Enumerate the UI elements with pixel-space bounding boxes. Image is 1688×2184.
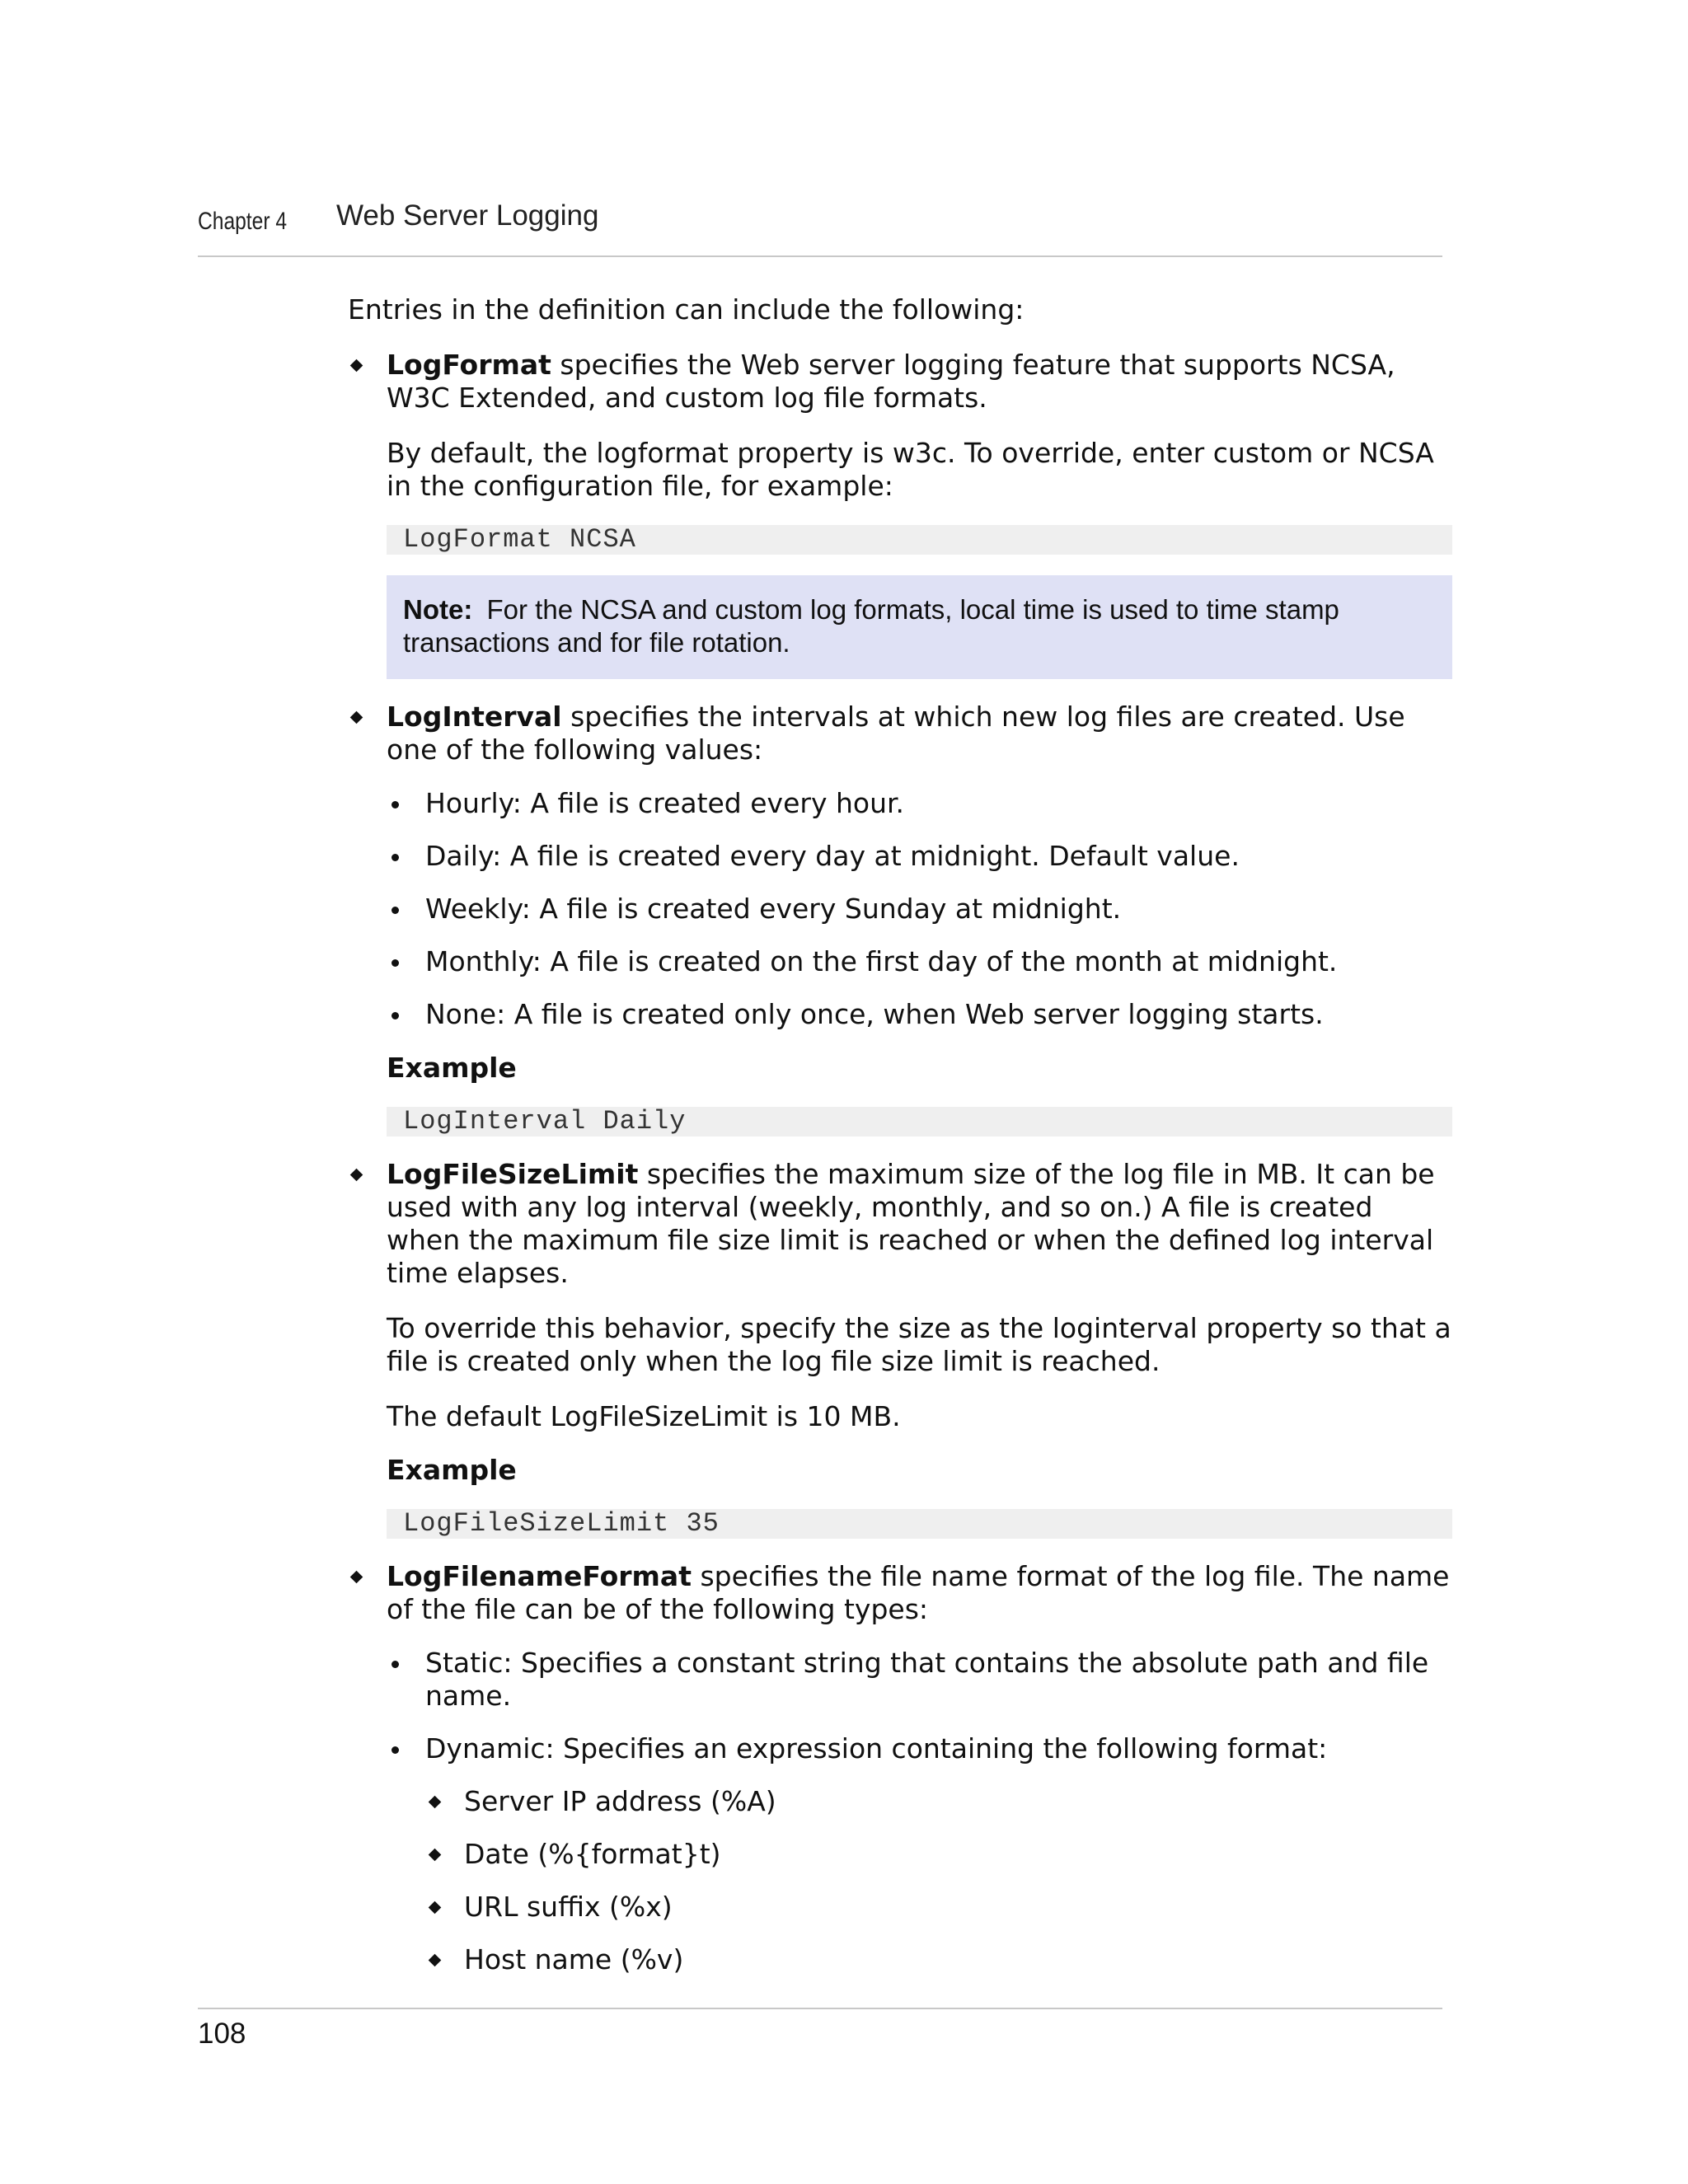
list-item <box>387 1647 1452 1713</box>
example-heading: Example <box>387 1052 517 1084</box>
list-item-text: None: A file is created only once, when Web server logging starts. <box>425 998 1324 1030</box>
page-number: 108 <box>198 2018 246 2050</box>
dot-bullet-icon <box>392 907 399 914</box>
chapter-label: Chapter 4 <box>198 208 288 235</box>
loginterval-values <box>387 787 1452 1031</box>
page-header <box>198 199 1442 241</box>
term-logformat: LogFormat <box>387 349 551 381</box>
diamond-bullet-icon <box>429 1796 442 1809</box>
list-item <box>425 1943 1452 1976</box>
diamond-bullet-icon <box>350 359 363 373</box>
dot-bullet-icon <box>392 1012 399 1019</box>
entry-logfilesizelimit <box>348 1158 1452 1539</box>
term-loginterval: LogInterval <box>387 701 562 733</box>
list-item-text: Weekly: A file is created every Sunday at midnight. <box>425 893 1122 925</box>
override-para: To override this behavior, specify the size as the loginterval property so that a file is created only when the log file size limit is reached. <box>387 1312 1451 1377</box>
filename-types <box>387 1647 1452 1976</box>
dot-bullet-icon <box>392 1661 399 1668</box>
list-item <box>387 945 1452 978</box>
list-item-text: Date (%{format}t) <box>464 1838 721 1870</box>
list-item <box>425 1838 1452 1871</box>
list-item-text: URL suffix (%x) <box>464 1891 673 1923</box>
list-item <box>387 893 1452 926</box>
dot-bullet-icon <box>392 854 399 861</box>
logformat-default-para: By default, the logformat property is w3c. To override, enter custom or NCSA in the configuration file, for example: <box>387 437 1434 502</box>
list-item <box>425 1785 1452 1818</box>
diamond-bullet-icon <box>429 1954 442 1967</box>
default-size-para: The default LogFileSizeLimit is 10 MB. <box>387 1400 901 1432</box>
intro-text: Entries in the definition can include the following: <box>348 293 1025 326</box>
term-logfilesizelimit: LogFileSizeLimit <box>387 1158 639 1190</box>
list-item-text: Hourly: A file is created every hour. <box>425 787 905 819</box>
diamond-bullet-icon <box>429 1901 442 1915</box>
desc-loginterval: specifies the intervals at which new log files are created. Use one of the following values: <box>387 701 1405 766</box>
entry-loginterval-text <box>387 701 1452 766</box>
entry-logfilenameformat <box>348 1560 1452 1976</box>
desc-logfilenameformat: specifies the file name format of the log file. The name of the file can be of the following types: <box>387 1560 1450 1625</box>
code-logfilesizelimit: LogFileSizeLimit 35 <box>387 1509 1452 1539</box>
code-logformat: LogFormat NCSA <box>387 525 1452 555</box>
footer-divider <box>198 2008 1442 2009</box>
list-item <box>387 787 1452 820</box>
dot-bullet-icon <box>392 1746 399 1754</box>
diamond-bullet-icon <box>429 1849 442 1862</box>
note-box <box>387 575 1452 679</box>
diamond-bullet-icon <box>350 711 363 724</box>
code-loginterval: LogInterval Daily <box>387 1107 1452 1137</box>
list-item-text: Static: Specifies a constant string that contains the absolute path and file name. <box>425 1647 1429 1712</box>
example-heading: Example <box>387 1454 517 1486</box>
term-logfilenameformat: LogFilenameFormat <box>387 1560 692 1592</box>
diamond-bullet-icon <box>350 1169 363 1182</box>
desc-logformat: specifies the Web server logging feature that supports NCSA, W3C Extended, and custom log file formats. <box>387 349 1395 414</box>
entry-logfilesizelimit-text <box>387 1158 1452 1290</box>
list-item <box>387 1732 1452 1765</box>
list-item <box>425 1891 1452 1924</box>
diamond-bullet-icon <box>350 1571 363 1584</box>
page-content <box>348 293 1452 1998</box>
list-item-text: Daily: A file is created every day at midnight. Default value. <box>425 840 1240 872</box>
entry-logformat-text <box>387 349 1452 415</box>
dot-bullet-icon <box>392 801 399 808</box>
list-item-text: Host name (%v) <box>464 1943 684 1975</box>
list-item <box>387 998 1452 1031</box>
note-label: Note: <box>403 594 473 625</box>
header-divider <box>198 255 1442 257</box>
list-item-text: Dynamic: Specifies an expression containing the following format: <box>425 1732 1328 1765</box>
desc-logfilesizelimit: specifies the maximum size of the log file in MB. It can be used with any log interval (weekly, monthly, and so on.) A file is created when the maximum file size limit is reached or when the defined log interval time elapses. <box>387 1158 1435 1289</box>
entry-loginterval <box>348 701 1452 1137</box>
note-text: For the NCSA and custom log formats, local time is used to time stamp transactions and for file rotation. <box>403 594 1339 658</box>
chapter-title: Web Server Logging <box>336 199 599 232</box>
entry-logfilenameformat-text <box>387 1560 1452 1626</box>
list-item <box>387 840 1452 873</box>
list-item-text: Server IP address (%A) <box>464 1785 776 1817</box>
entry-logformat <box>348 349 1452 679</box>
list-item-text: Monthly: A file is created on the first day of the month at midnight. <box>425 945 1338 977</box>
dot-bullet-icon <box>392 959 399 967</box>
